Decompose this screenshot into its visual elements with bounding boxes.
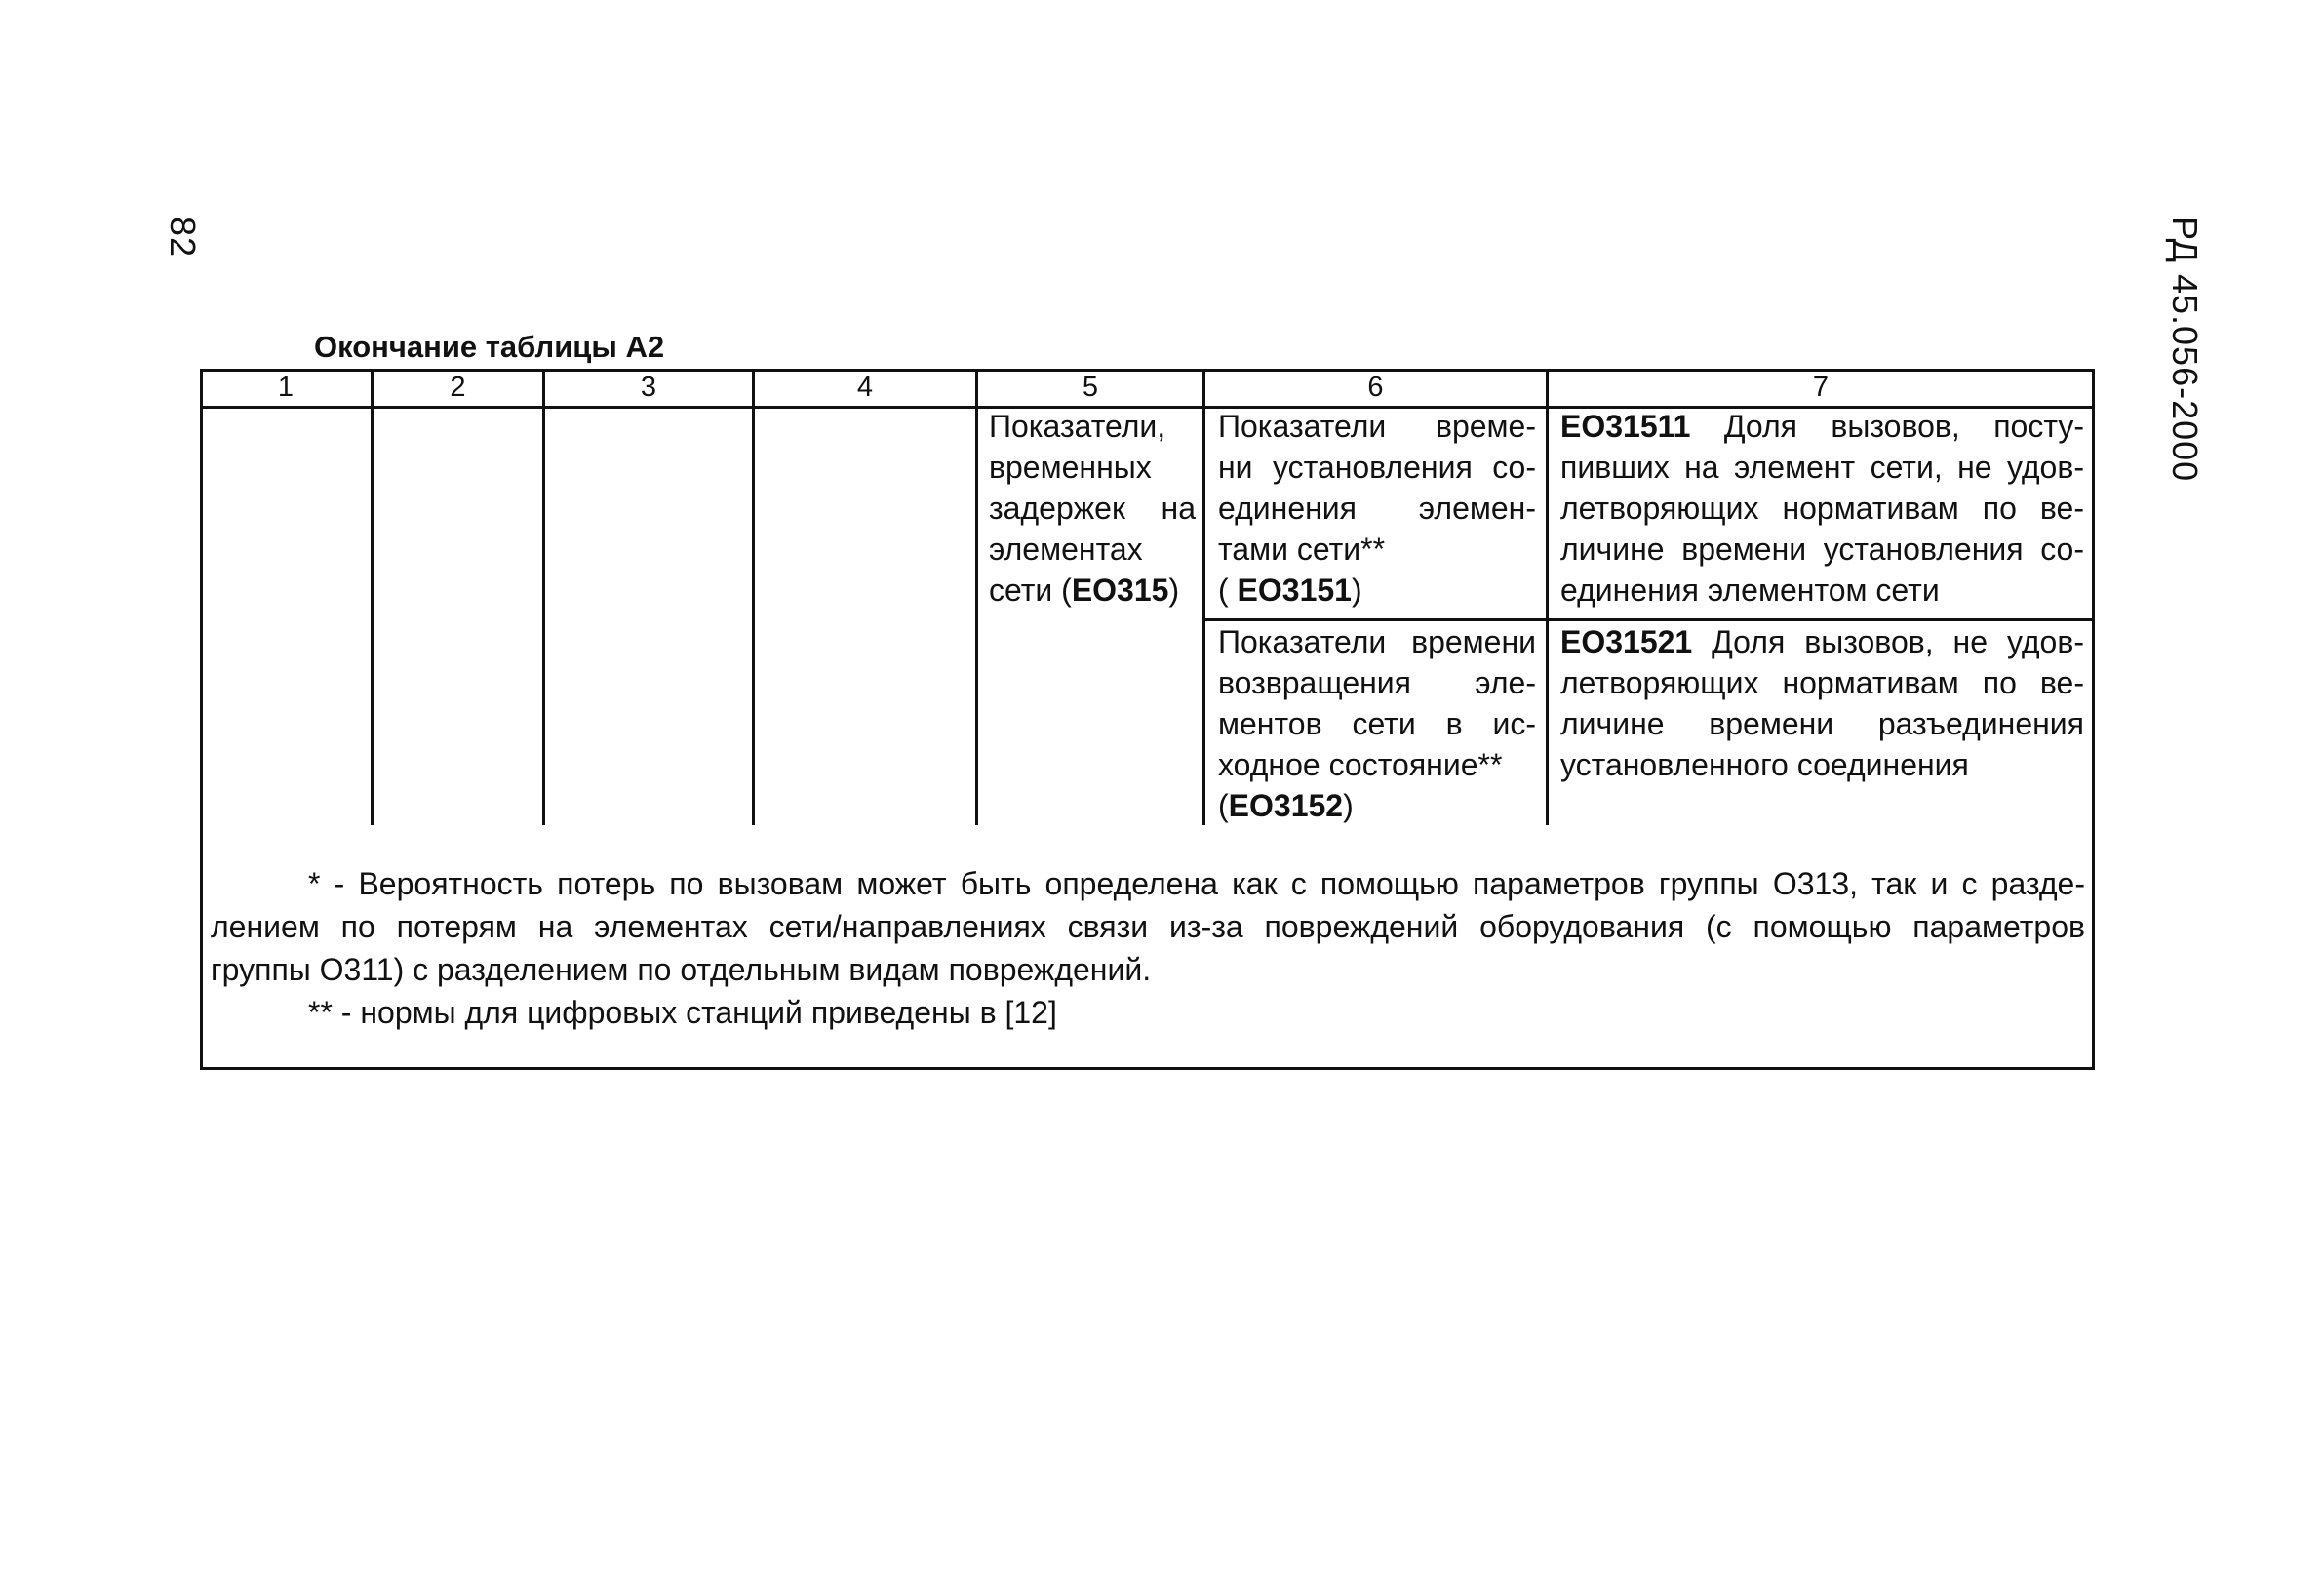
footnote-1 <box>211 862 2085 991</box>
code-open: ( <box>1218 788 1229 823</box>
page-number: 82 <box>163 217 203 258</box>
cell-text-line: Показатели време- <box>1218 409 1536 444</box>
cell-text-line: Показатели времени <box>1218 624 1536 659</box>
parameter-code: ЕО315 <box>1071 573 1169 608</box>
code-close: ) <box>1343 788 1354 823</box>
column-number-6: 6 <box>1367 372 1384 403</box>
footnote-line: ** - нормы для цифровых станций приведены в [12] <box>308 995 1057 1030</box>
row1-col6-cell <box>1218 406 1536 611</box>
column-number-7: 7 <box>1812 372 1830 403</box>
column-divider <box>1546 369 1549 825</box>
cell-text-line: установленного соединения <box>1560 747 1969 782</box>
cell-text: Доля вызовов, не удов- <box>1692 624 2084 659</box>
cell-text-line: ни установления со- <box>1218 450 1536 485</box>
column-divider <box>1202 369 1205 825</box>
cell-text-line: единения элементом сети <box>1560 573 1940 608</box>
cell-text-line <box>1218 570 1536 611</box>
row2-col6-cell <box>1218 621 1536 826</box>
column-divider <box>975 369 978 825</box>
parameter-code: ЕО31511 <box>1560 409 1691 444</box>
table-caption: Окончание таблицы А2 <box>314 330 665 364</box>
column-divider <box>542 369 545 825</box>
cell-text-line: задержек на <box>989 491 1196 526</box>
row1-col7-cell <box>1560 406 2084 611</box>
cell-text-line: возвращения эле- <box>1218 665 1536 700</box>
column-number-2: 2 <box>450 372 466 403</box>
column-number-1: 1 <box>277 372 295 403</box>
cell-text-line: ходное состояние** <box>1218 747 1503 782</box>
cell-text-line <box>989 570 1196 611</box>
cell-text-line: Показатели, <box>989 409 1166 444</box>
column-number-3: 3 <box>640 372 657 403</box>
cell-text-line: личине времени установления со- <box>1560 532 2084 567</box>
column-divider <box>371 369 374 825</box>
parameter-code: ЕО31521 <box>1560 624 1693 659</box>
cell-text-line: пивших на элемент сети, не удов- <box>1560 450 2084 485</box>
cell-text-line: летворяющих нормативам по ве- <box>1560 665 2084 700</box>
code-close: ) <box>1351 573 1362 608</box>
document-code: РД 45.056-2000 <box>2165 217 2205 483</box>
col5-cell <box>989 406 1196 611</box>
cell-text-line <box>1218 785 1536 826</box>
cell-text: Доля вызовов, посту- <box>1690 409 2084 444</box>
footnote-line: группы О311) с разделением по отдельным видам повреждений. <box>211 952 1152 987</box>
row2-col7-cell <box>1560 621 2084 785</box>
cell-text-line: единения элемен- <box>1218 491 1536 526</box>
cell-text-line <box>1560 406 2084 447</box>
cell-text-line: личине времени разъединения <box>1560 706 2084 741</box>
column-number-5: 5 <box>1082 372 1099 403</box>
cell-text-suffix: ) <box>1168 573 1180 608</box>
cell-text-line: ментов сети в ис- <box>1218 706 1536 741</box>
cell-text-line: летворяющих нормативам по ве- <box>1560 491 2084 526</box>
footnote-2 <box>211 991 2085 1034</box>
cell-text-line: элементах <box>989 532 1143 567</box>
cell-text-prefix: сети ( <box>989 573 1072 608</box>
parameter-code: ЕО3151 <box>1237 573 1352 608</box>
column-number-4: 4 <box>856 372 874 403</box>
cell-text-line: временных <box>989 450 1152 485</box>
footnote-line: * - Вероятность потерь по вызовам может быть определена как с помощью параметров группы О313, так и с разде- <box>308 866 2085 901</box>
cell-text-line: тами сети** <box>1218 532 1386 567</box>
footnote-line: лением по потерям на элементах сети/направлениях связи из-за повреждений оборудования (с помощью параметров <box>211 909 2085 944</box>
parameter-code: ЕО3152 <box>1228 788 1344 823</box>
code-open: ( <box>1218 573 1238 608</box>
cell-text-line <box>1560 621 2084 662</box>
column-divider <box>752 369 755 825</box>
